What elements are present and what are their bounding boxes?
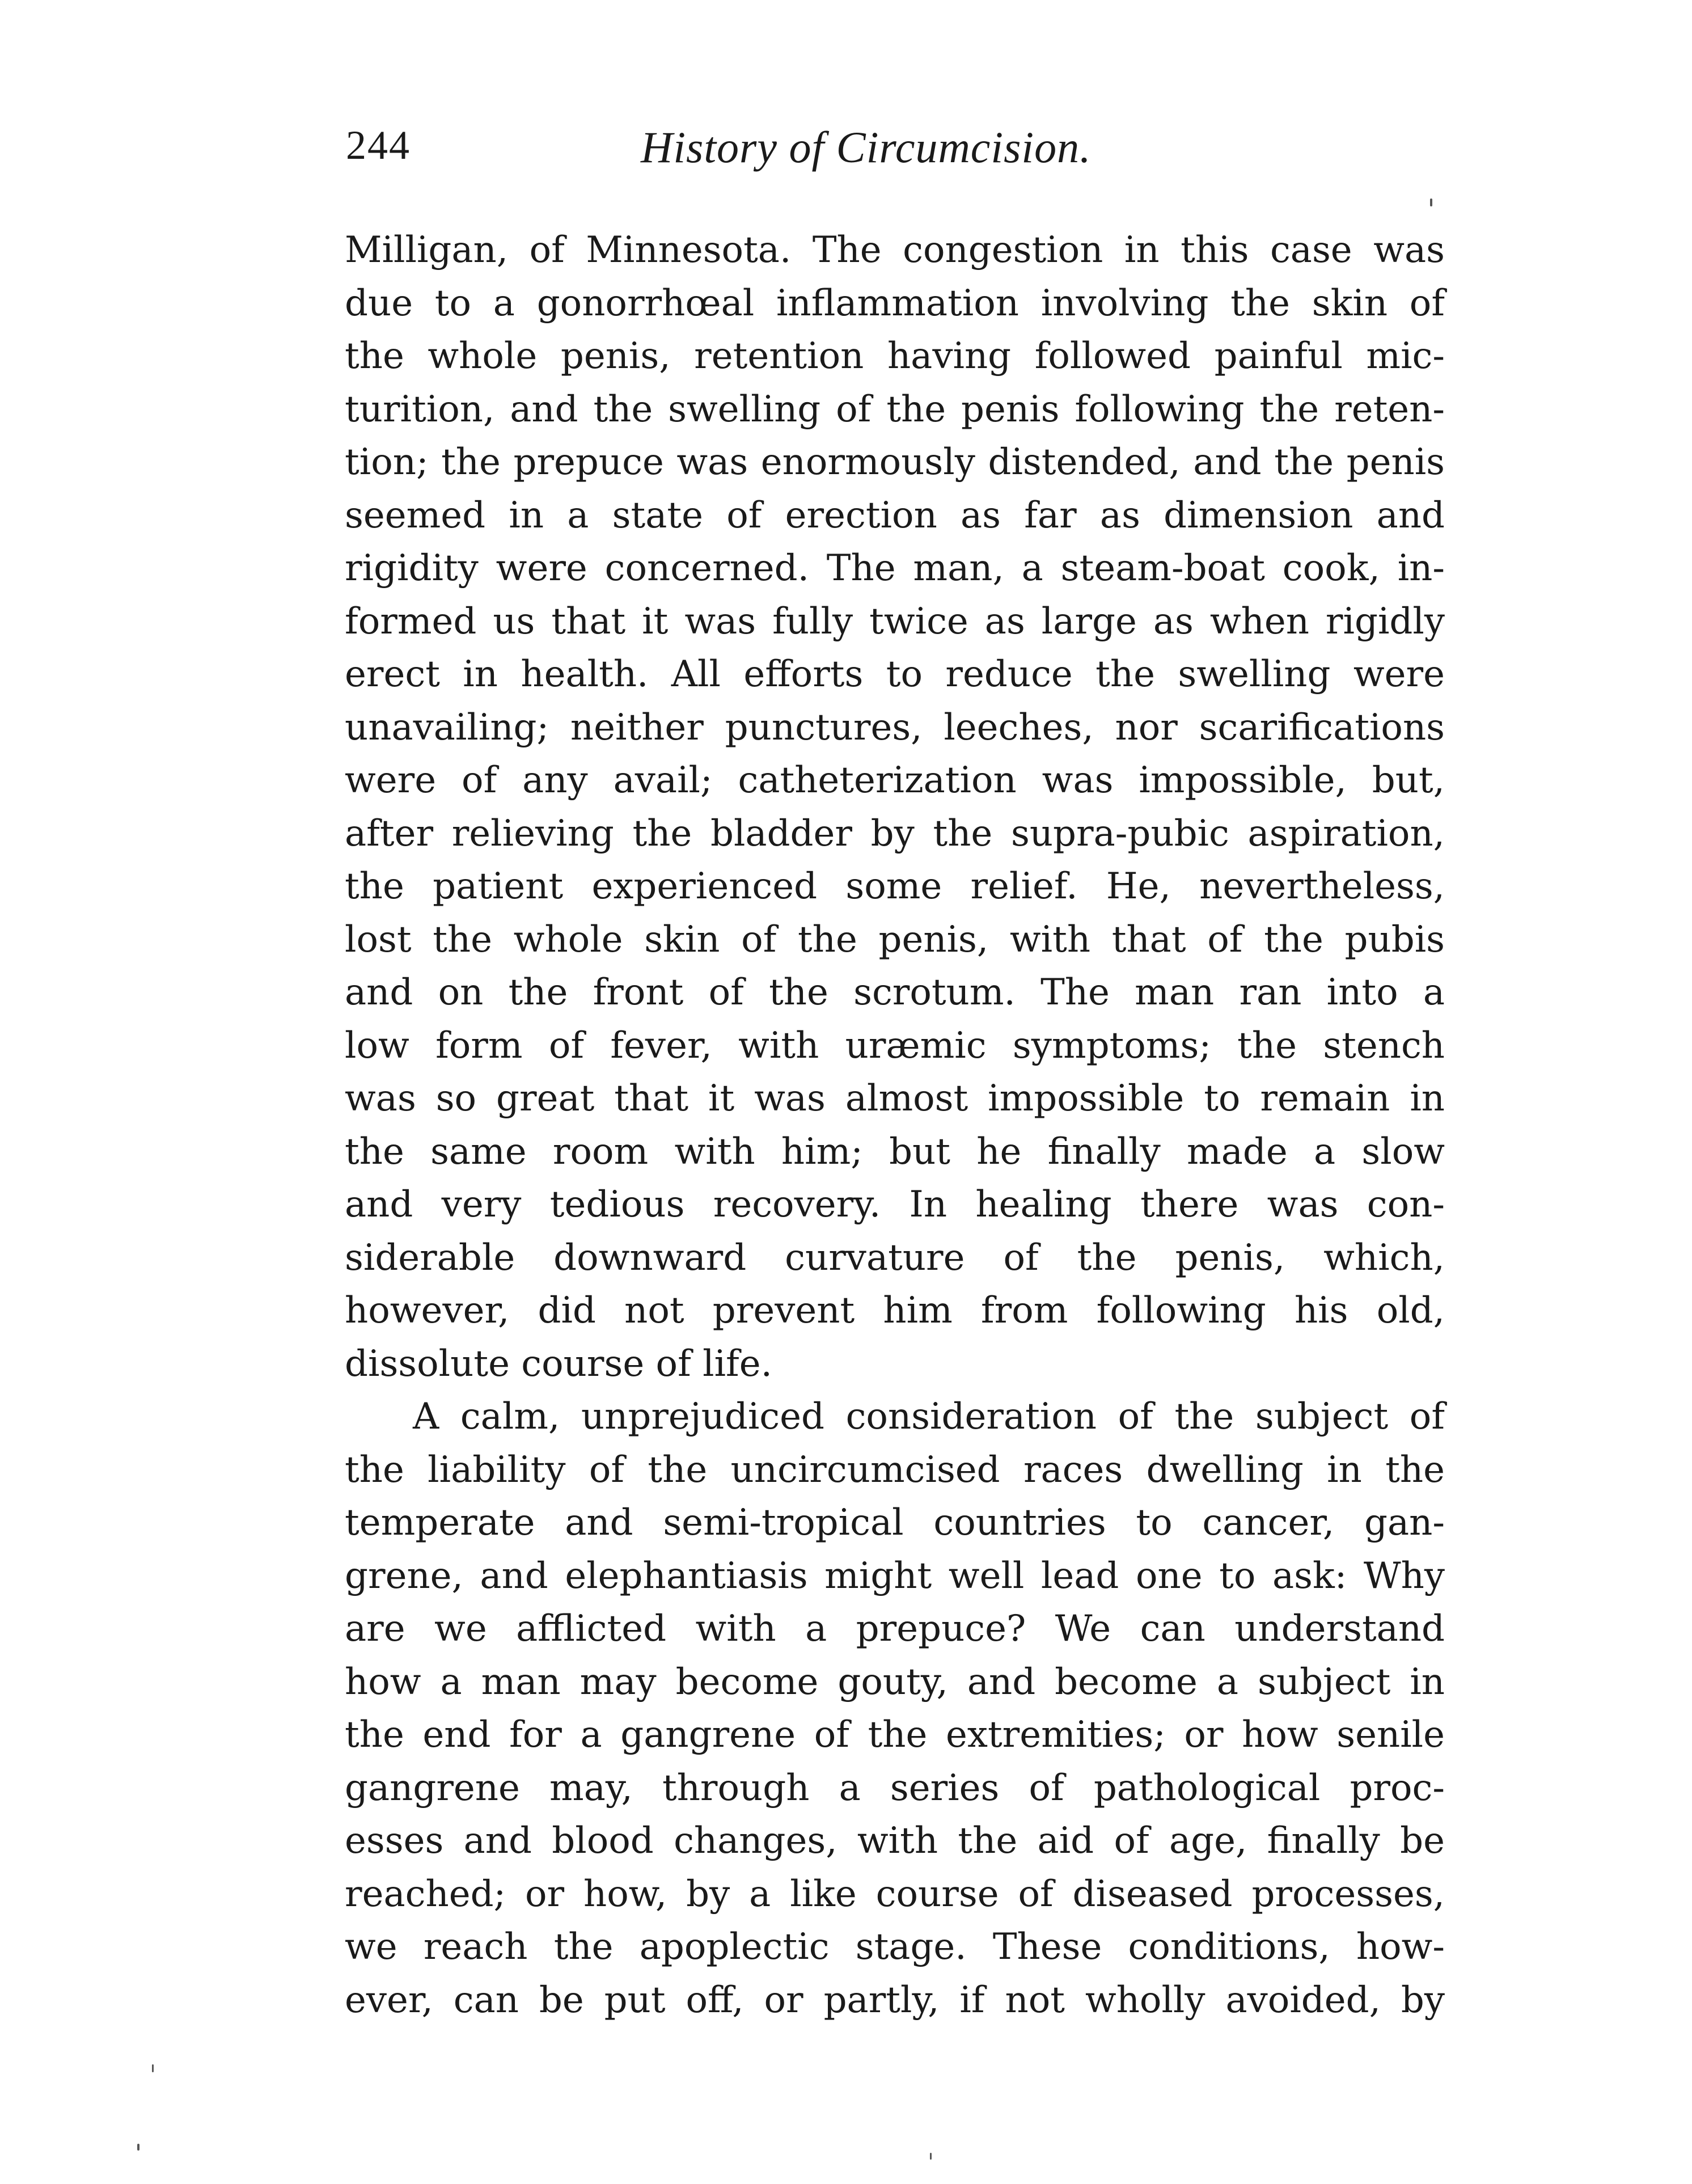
text-line: lost the whole skin of the penis, with that of the pubis <box>345 918 1445 961</box>
text-line: erect in health. All efforts to reduce the swelling were <box>345 653 1445 695</box>
text-line: temperate and semi-tropical countries to cancer, gan- <box>345 1502 1445 1544</box>
text-line: was so great that it was almost impossible to remain in <box>345 1078 1445 1120</box>
text-line: however, did not prevent him from following his old, <box>345 1290 1445 1332</box>
text-line: unavailing; neither punctures, leeches, nor scarifications <box>345 706 1445 749</box>
running-title: History of Circumcision. <box>641 122 1092 172</box>
text-line: and on the front of the scrotum. The man ran into a <box>345 971 1445 1013</box>
text-line: gangrene may, through a series of pathological proc- <box>345 1767 1445 1809</box>
text-line: A calm, unprejudiced consideration of the subject of <box>413 1396 1445 1438</box>
text-line: tion; the prepuce was enormously distended, and the penis <box>345 441 1445 483</box>
text-line: dissolute course of life. <box>345 1342 772 1385</box>
text-line: are we afflicted with a prepuce? We can understand <box>345 1608 1445 1650</box>
text-line: the whole penis, retention having followed painful mic- <box>345 335 1445 377</box>
text-line: the same room with him; but he finally made a slow <box>345 1130 1445 1173</box>
text-line: rigidity were concerned. The man, a steam-boat cook, in- <box>345 547 1445 589</box>
text-line: esses and blood changes, with the aid of age, finally be <box>345 1820 1445 1862</box>
text-line: we reach the apoplectic stage. These conditions, how- <box>345 1926 1445 1968</box>
text-line: Milligan, of Minnesota. The congestion in this case was <box>345 229 1445 271</box>
text-line: siderable downward curvature of the penis, which, <box>345 1236 1445 1279</box>
text-line: ever, can be put off, or partly, if not wholly avoided, by <box>345 1979 1445 2021</box>
text-line: due to a gonorrhœal inflammation involving the skin of <box>345 282 1445 324</box>
text-line: after relieving the bladder by the supra-pubic aspiration, <box>345 812 1445 855</box>
text-line: the end for a gangrene of the extremities; or how senile <box>345 1714 1445 1756</box>
text-line: grene, and elephantiasis might well lead one to ask: Why <box>345 1554 1445 1597</box>
scan-speck <box>930 2153 932 2160</box>
text-line: low form of fever, with uræmic symptoms; the stench <box>345 1024 1445 1067</box>
text-line: the patient experienced some relief. He, nevertheless, <box>345 865 1445 907</box>
page-number: 244 <box>346 122 411 168</box>
scan-speck <box>152 2064 154 2072</box>
text-line: the liability of the uncircumcised races dwelling in the <box>345 1448 1445 1491</box>
text-line: seemed in a state of erection as far as dimension and <box>345 494 1445 537</box>
scan-speck <box>137 2144 139 2151</box>
scan-speck <box>1430 198 1432 206</box>
text-line: reached; or how, by a like course of diseased processes, <box>345 1873 1445 1915</box>
text-line: were of any avail; catheterization was impossible, but, <box>345 759 1445 801</box>
page-header <box>346 122 1151 184</box>
body-text <box>345 224 1445 2027</box>
text-line: turition, and the swelling of the penis following the reten- <box>345 388 1445 430</box>
text-line: formed us that it was fully twice as large as when rigidly <box>345 600 1445 643</box>
text-line: and very tedious recovery. In healing there was con- <box>345 1184 1445 1226</box>
text-line: how a man may become gouty, and become a subject in <box>345 1661 1445 1703</box>
